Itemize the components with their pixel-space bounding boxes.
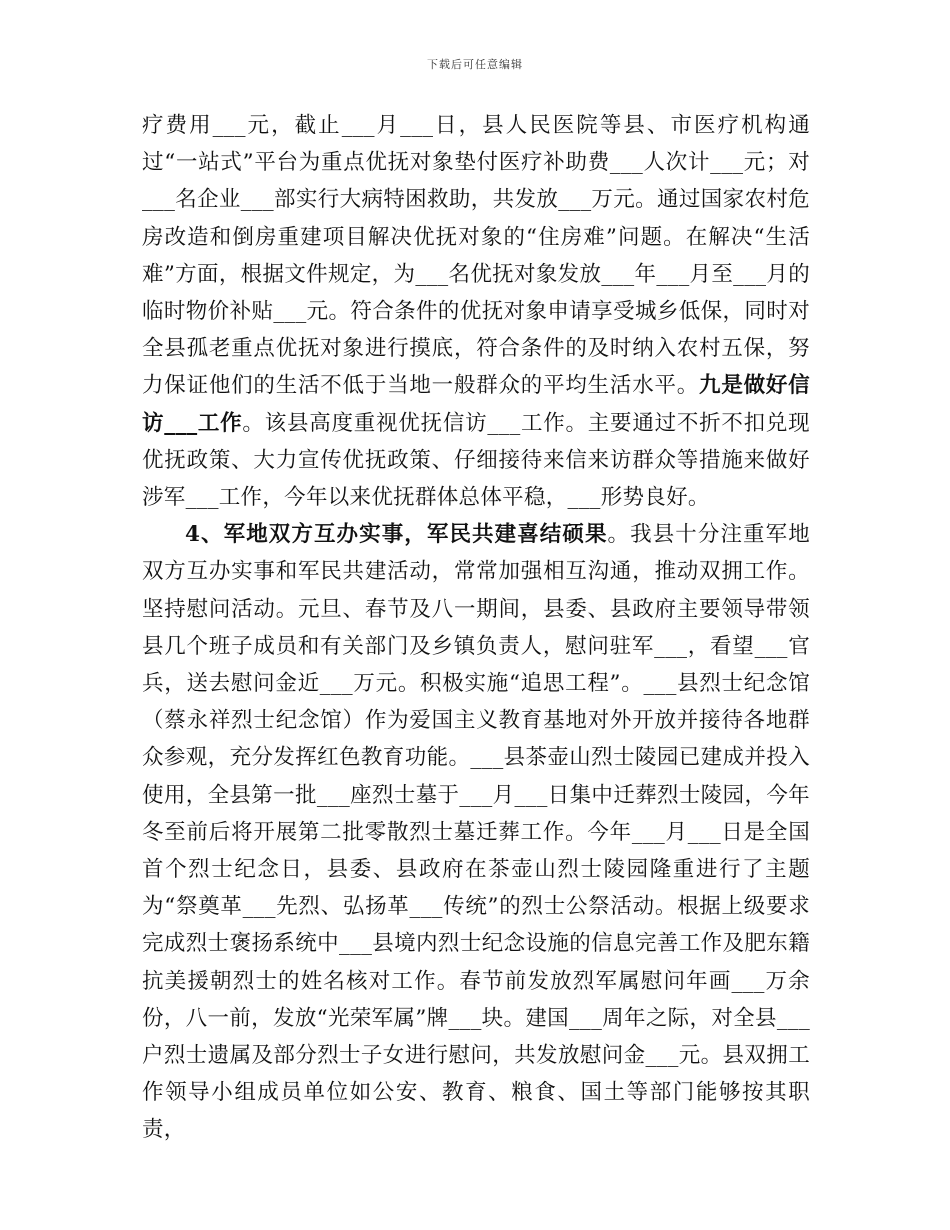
paragraph-2-text: 。我县十分注重军地双方互办实事和军民共建活动，常常加强相互沟通，推动双拥工作。坚持慰问活动。元旦、春节及八一期间，县委、县政府主要领导带领县几个班子成员和有关部门及乡镇负责人，慰问驻军___，看望___官兵，送去慰问金近___万元。积极实施“追思工程”。___县烈士纪念馆（蔡永祥烈士纪念馆）作为爱国主义教育基地对外开放并接待各地群众参观，充分发挥红色教育功能。___县茶壶山烈士陵园已建成并投入使用，全县第一批___座烈士墓于___月___日集中迁葬烈士陵园，今年冬至前后将开展第二批零散烈士墓迁葬工作。今年___月___日是全国首个烈士纪念日，县委、县政府在茶壶山烈士陵园隆重进行了主题为“祭奠革___先烈、弘扬革___传统”的烈士公祭活动。根据上级要求完成烈士褒扬系统中___县境内烈士纪念设施的信息完善工作及肥东籍抗美援朝烈士的姓名核对工作。春节前发放烈军属慰问年画___万余份，八一前，发放“光荣军属”牌___块。建国___周年之际，对全县___户烈士遗属及部分烈士子女进行慰问，共发放慰问金___元。县双拥工作领导小组成员单位如公安、教育、粮食、国土等部门能够按其职责， bbox=[142, 522, 810, 1143]
paragraph-2-heading: 4、军地双方互办实事，军民共建喜结硕果 bbox=[185, 522, 608, 548]
document-body bbox=[142, 107, 810, 1149]
paragraph-1-text: 疗费用___元，截止___月___日，县人民医院等县、市医疗机构通过“一站式”平台为重点优抚对象垫付医疗补助费___人次计___元；对___名企业___部实行大病特困救助，共发放___万元。通过国家农村危房改造和倒房重建项目解决优抚对象的“住房难”问题。在解决“生活难”方面，根据文件规定，为___名优抚对象发放___年___月至___月的临时物价补贴___元。符合条件的优抚对象申请享受城乡低保，同时对全县孤老重点优抚对象进行摸底，符合条件的及时纳入农村五保，努力保证他们的生活不低于当地一般群众的平均生活水平。 bbox=[142, 113, 810, 399]
paragraph-1-heading: 九是做好信访___工作 bbox=[142, 373, 810, 436]
paragraph-2 bbox=[142, 516, 810, 1148]
paragraph-1-text-continued: 。该县高度重视优抚信访___工作。主要通过不折不扣兑现优抚政策、大力宣传优抚政策、仔细接待来信来访群众等措施来做好涉军___工作，今年以来优抚群体总体平稳，___形势良好。 bbox=[142, 410, 810, 511]
page-header: 下载后可任意编辑 bbox=[427, 58, 523, 71]
paragraph-1 bbox=[142, 107, 810, 516]
